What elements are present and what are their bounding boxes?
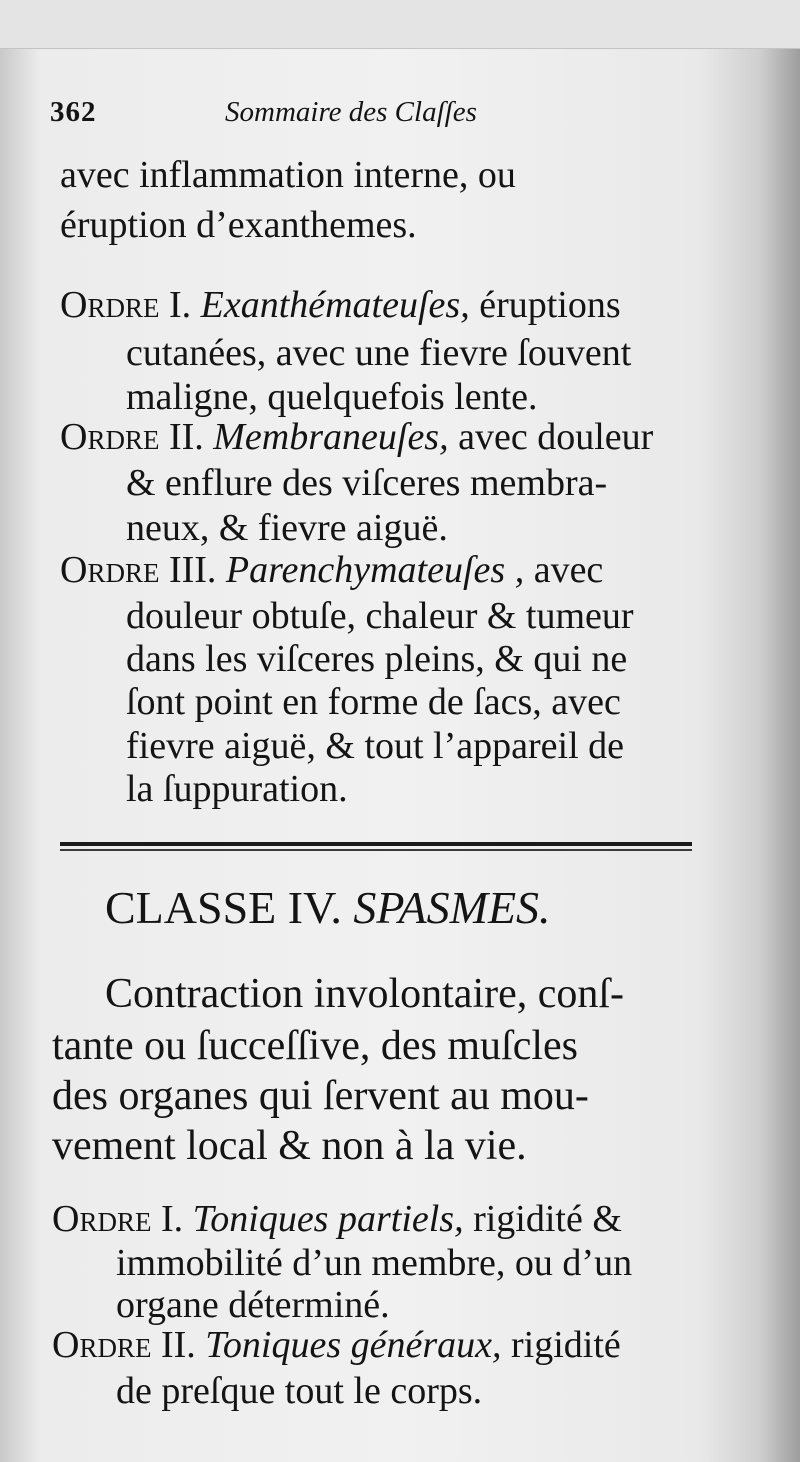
order-name: Parenchymateuſes ,	[225, 549, 525, 591]
class-heading	[105, 880, 551, 936]
order-name: Exanthémateuſes,	[200, 284, 470, 326]
order-line: organe déterminé.	[116, 1284, 390, 1326]
order-entry-3	[60, 547, 603, 593]
order-line: ſont point en forme de ſacs, avec	[126, 681, 621, 723]
order-line: de preſque tout le corps.	[116, 1370, 483, 1412]
order-entry-4	[52, 1196, 622, 1242]
order-text: avec	[533, 549, 604, 591]
divider-thin-line	[60, 849, 692, 851]
section-divider	[60, 842, 692, 852]
order-entry-5	[52, 1322, 621, 1368]
divider-thick-line	[60, 842, 692, 846]
order-text: rigidité	[511, 1324, 621, 1366]
definition-line: vement local & non à la vie.	[52, 1123, 527, 1169]
order-text: rigidité &	[473, 1198, 622, 1240]
order-label: Ordre II.	[60, 416, 204, 458]
order-line: & enflure des viſceres membra-	[126, 462, 608, 504]
order-line: douleur obtuſe, chaleur & tumeur	[126, 595, 634, 637]
order-line: immobilité d’un membre, ou d’un	[116, 1242, 633, 1284]
class-number: CLASSE IV.	[105, 882, 342, 933]
page-top-margin	[0, 0, 800, 49]
intro-line: avec inflammation interne, ou	[60, 154, 516, 196]
order-line: cutanées, avec une fievre ſouvent	[126, 332, 632, 374]
order-name: Toniques partiels,	[192, 1198, 464, 1240]
order-line: maligne, quelquefois lente.	[126, 376, 538, 418]
class-name: SPASMES.	[353, 882, 551, 933]
order-line: neux, & fievre aiguë.	[126, 507, 448, 549]
definition-line: tante ou ſucceſſive, des muſcles	[52, 1023, 578, 1069]
order-line: dans les viſceres pleins, & qui ne	[126, 638, 628, 680]
order-label: Ordre III.	[60, 549, 217, 591]
running-title: Sommaire des Claſſes	[225, 96, 477, 128]
order-entry-1	[60, 282, 621, 328]
order-label: Ordre I.	[60, 284, 192, 326]
definition-line: des organes qui ſervent au mou-	[52, 1073, 589, 1119]
intro-line: éruption d’exanthemes.	[60, 204, 417, 246]
order-name: Toniques généraux,	[205, 1324, 502, 1366]
page-number: 362	[50, 96, 97, 128]
definition-line: Contraction involontaire, conſ-	[105, 971, 625, 1017]
order-text: avec douleur	[458, 416, 654, 458]
order-line: fievre aiguë, & tout l’appareil de	[126, 725, 625, 767]
order-text: éruptions	[479, 284, 621, 326]
order-entry-2	[60, 414, 653, 460]
order-label: Ordre I.	[52, 1198, 184, 1240]
running-head	[50, 96, 610, 140]
order-label: Ordre II.	[52, 1324, 196, 1366]
order-name: Membraneuſes,	[213, 416, 449, 458]
order-line: la ſuppuration.	[126, 768, 348, 810]
